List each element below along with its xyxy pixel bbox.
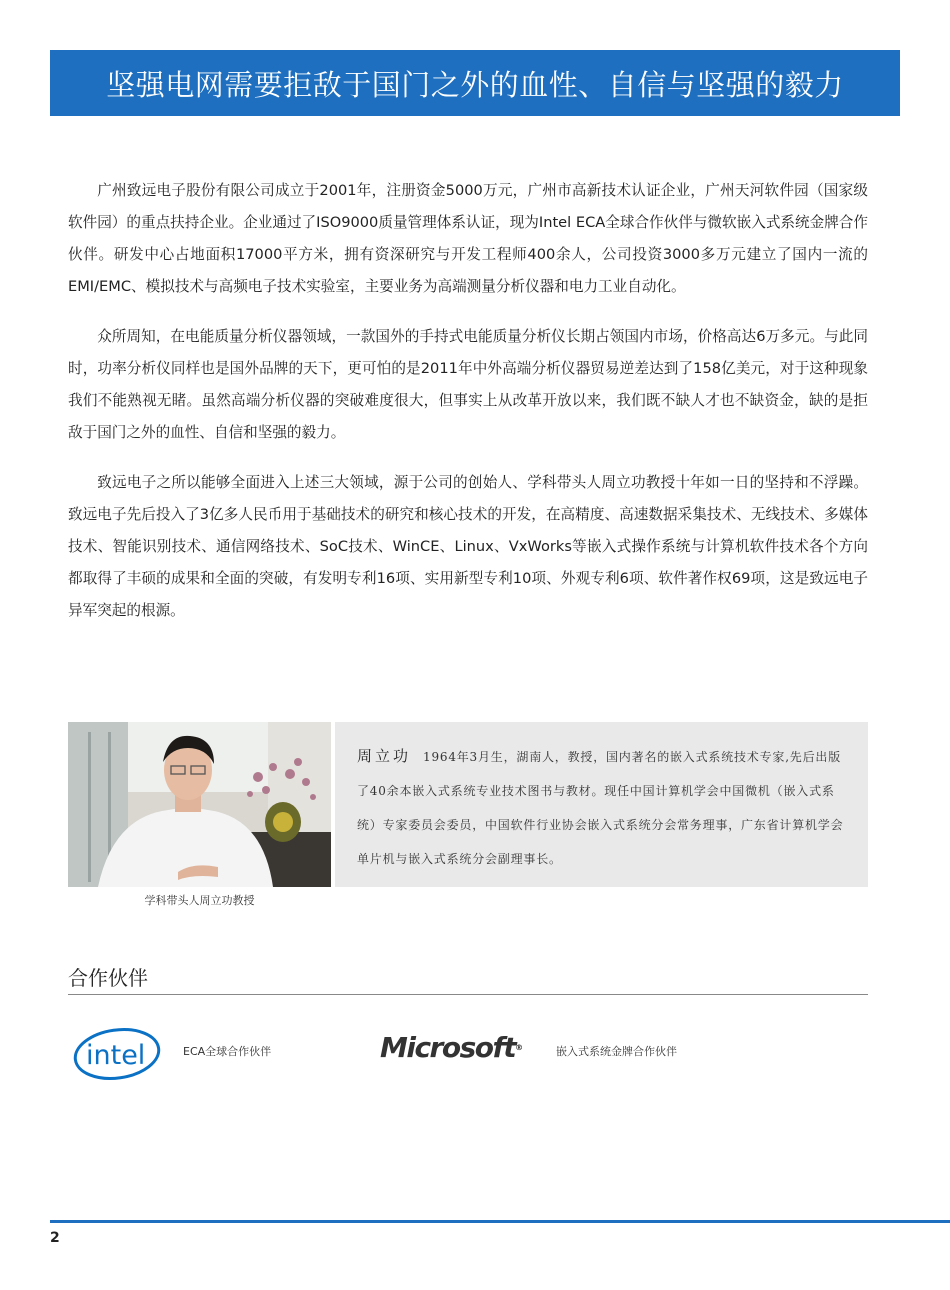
professor-bio-text: 1964年3月生，湖南人，教授，国内著名的嵌入式系统技术专家,先后出版了40余本嵌入式系统专业技术图书与教材。现任中国计算机学会中国微机（嵌入式系统）专家委员会委员，中国软件行业协会嵌入式系统分会常务理事，广东省计算机学会单片机与嵌入式系统分会副理事长。 (357, 750, 844, 866)
intel-partner-description: ECA全球合作伙伴 (183, 1045, 272, 1058)
intel-logo-text: intel (86, 1040, 146, 1071)
page-number: 2 (50, 1230, 60, 1246)
paragraph-market-situation: 众所周知，在电能质量分析仪器领域，一款国外的手持式电能质量分析仪长期占领国内市场，价格高达6万多元。与此同时，功率分析仪同样也是国外品牌的天下，更可怕的是2011年中外高端分析仪器贸易逆差达到了158亿美元，对于这种现象我们不能熟视无睹。虽然高端分析仪器的突破难度很大，但事实上从改革开放以来，我们既不缺人才也不缺资金，缺的是拒敌于国门之外的血性、自信和坚强的毅力。 (68, 328, 868, 441)
partners-heading: 合作伙伴 (68, 962, 868, 995)
microsoft-logo-text: Microsoft (380, 1031, 516, 1064)
page-title: 坚强电网需要拒敌于国门之外的血性、自信与坚强的毅力 (106, 67, 844, 102)
footer-divider (50, 1220, 950, 1223)
professor-photo (68, 722, 331, 887)
intel-logo (72, 1024, 162, 1084)
title-banner (50, 50, 900, 116)
microsoft-logo: Microsoft® (380, 1031, 524, 1064)
professor-bio-box (335, 722, 868, 887)
article-body (68, 175, 868, 645)
microsoft-partner-description: 嵌入式系统金牌合作伙伴 (556, 1045, 677, 1058)
paragraph-company-intro: 广州致远电子股份有限公司成立于2001年，注册资金5000万元，广州市高新技术认证企业，广州天河软件园（国家级软件园）的重点扶持企业。企业通过了ISO9000质量管理体系认证，现为Intel ECA全球合作伙伴与微软嵌入式系统金牌合作伙伴。研发中心占地面积17000平方米，拥有资深研究与开发工程师400余人，公司投资3000多万元建立了国内一流的EMI/EMC、模拟技术与高频电子技术实验室，主要业务为高端测量分析仪器和电力工业自动化。 (68, 182, 868, 295)
photo-caption: 学科带头人周立功教授 (144, 894, 255, 907)
professor-name: 周立功 (357, 747, 412, 765)
paragraph-achievements: 致远电子之所以能够全面进入上述三大领域，源于公司的创始人、学科带头人周立功教授十年如一日的坚持和不浮躁。 致远电子先后投入了3亿多人民币用于基础技术的研究和核心技术的开发，在高精度、高速数据采集技术、无线技术、多媒体技术、智能识别技术、通信网络技术、SoC技术、WinCE、Linux、VxWorks等嵌入式操作系统与计算机软件技术各个方向都取得了丰硕的成果和全面的突破，有发明专利16项、实用新型专利10项、外观专利6项、软件著作权69项，这是致远电子异军突起的根源。 (68, 474, 868, 619)
